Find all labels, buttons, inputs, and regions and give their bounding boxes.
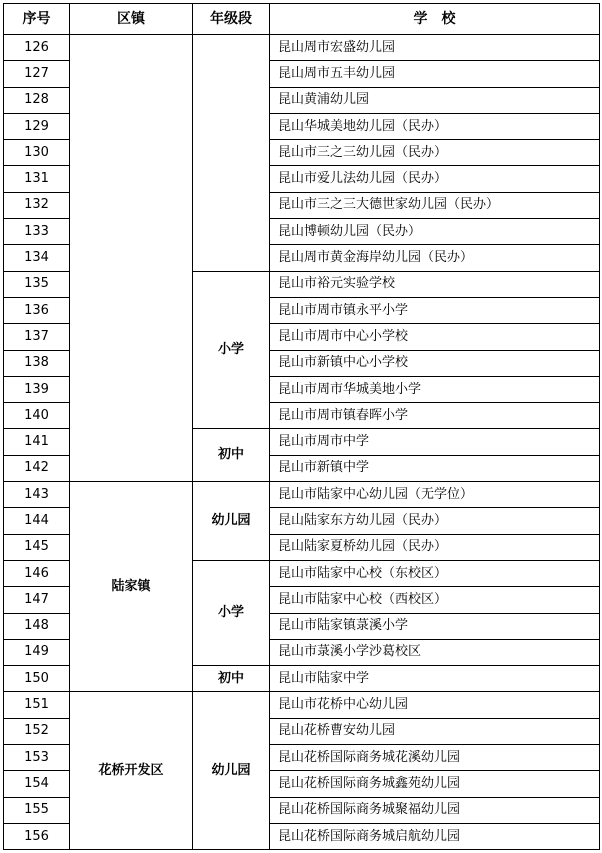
row-num: 136 — [4, 297, 70, 323]
row-num: 135 — [4, 271, 70, 297]
row-num: 126 — [4, 35, 70, 61]
row-num: 154 — [4, 771, 70, 797]
grade-cell-middle-lujia: 初中 — [193, 666, 270, 692]
row-num: 148 — [4, 613, 70, 639]
row-school: 昆山市新镇中学 — [270, 455, 600, 481]
row-num: 146 — [4, 560, 70, 586]
row-num: 151 — [4, 692, 70, 718]
row-school: 昆山市三之三大德世家幼儿园（民办） — [270, 192, 600, 218]
row-school: 昆山市陆家中心校（西校区） — [270, 587, 600, 613]
header-district: 区镇 — [70, 4, 193, 35]
row-num: 127 — [4, 61, 70, 87]
row-school: 昆山黄浦幼儿园 — [270, 87, 600, 113]
row-num: 129 — [4, 113, 70, 139]
row-school: 昆山陆家夏桥幼儿园（民办） — [270, 534, 600, 560]
row-num: 150 — [4, 666, 70, 692]
row-num: 131 — [4, 166, 70, 192]
row-school: 昆山市三之三幼儿园（民办） — [270, 140, 600, 166]
row-num: 134 — [4, 245, 70, 271]
row-num: 140 — [4, 403, 70, 429]
header-num: 序号 — [4, 4, 70, 35]
row-num: 149 — [4, 639, 70, 665]
row-school: 昆山市裕元实验学校 — [270, 271, 600, 297]
row-school: 昆山市陆家中心校（东校区） — [270, 560, 600, 586]
header-grade: 年级段 — [193, 4, 270, 35]
row-num: 137 — [4, 324, 70, 350]
grade-cell-kindergarten-lujia: 幼儿园 — [193, 482, 270, 561]
row-school: 昆山陆家东方幼儿园（民办） — [270, 508, 600, 534]
grade-cell-middle-zhoushi: 初中 — [193, 429, 270, 482]
district-cell-lujia: 陆家镇 — [70, 482, 193, 692]
header-school: 学 校 — [270, 4, 600, 35]
row-num: 153 — [4, 745, 70, 771]
row-school: 昆山花桥曹安幼儿园 — [270, 718, 600, 744]
school-list-table — [3, 3, 600, 850]
row-num: 141 — [4, 429, 70, 455]
row-num: 128 — [4, 87, 70, 113]
row-school: 昆山博顿幼儿园（民办） — [270, 219, 600, 245]
district-cell-zhoushi — [70, 35, 193, 482]
row-school: 昆山华城美地幼儿园（民办） — [270, 113, 600, 139]
row-school: 昆山市陆家中心幼儿园（无学位） — [270, 482, 600, 508]
row-school: 昆山周市五丰幼儿园 — [270, 61, 600, 87]
row-num: 130 — [4, 140, 70, 166]
row-school: 昆山市爱儿法幼儿园（民办） — [270, 166, 600, 192]
row-school: 昆山花桥国际商务城鑫苑幼儿园 — [270, 771, 600, 797]
row-school: 昆山市菉溪小学沙葛校区 — [270, 639, 600, 665]
row-num: 144 — [4, 508, 70, 534]
row-num: 132 — [4, 192, 70, 218]
row-school: 昆山花桥国际商务城聚福幼儿园 — [270, 797, 600, 823]
row-num: 139 — [4, 376, 70, 402]
row-num: 156 — [4, 823, 70, 849]
row-num: 147 — [4, 587, 70, 613]
row-school: 昆山市周市华城美地小学 — [270, 376, 600, 402]
row-num: 138 — [4, 350, 70, 376]
row-school: 昆山市周市镇永平小学 — [270, 297, 600, 323]
grade-cell-primary-lujia: 小学 — [193, 560, 270, 665]
grade-cell-kindergarten-huaqiao: 幼儿园 — [193, 692, 270, 850]
district-cell-huaqiao: 花桥开发区 — [70, 692, 193, 850]
grade-cell-primary-zhoushi: 小学 — [193, 271, 270, 429]
row-school: 昆山市新镇中心小学校 — [270, 350, 600, 376]
row-school: 昆山市花桥中心幼儿园 — [270, 692, 600, 718]
row-school: 昆山花桥国际商务城花溪幼儿园 — [270, 745, 600, 771]
row-school: 昆山市陆家中学 — [270, 666, 600, 692]
table-row — [4, 35, 600, 61]
row-num: 142 — [4, 455, 70, 481]
row-num: 133 — [4, 219, 70, 245]
row-school: 昆山市周市中心小学校 — [270, 324, 600, 350]
row-num: 155 — [4, 797, 70, 823]
header-row — [4, 4, 600, 35]
row-school: 昆山周市宏盛幼儿园 — [270, 35, 600, 61]
row-school: 昆山市周市中学 — [270, 429, 600, 455]
table-row — [4, 692, 600, 718]
row-school: 昆山周市黄金海岸幼儿园（民办） — [270, 245, 600, 271]
row-num: 143 — [4, 482, 70, 508]
row-school: 昆山市周市镇春晖小学 — [270, 403, 600, 429]
row-num: 145 — [4, 534, 70, 560]
table-row — [4, 482, 600, 508]
grade-cell-kindergarten-zhoushi — [193, 35, 270, 272]
row-school: 昆山市陆家镇菉溪小学 — [270, 613, 600, 639]
row-school: 昆山花桥国际商务城启航幼儿园 — [270, 823, 600, 849]
row-num: 152 — [4, 718, 70, 744]
